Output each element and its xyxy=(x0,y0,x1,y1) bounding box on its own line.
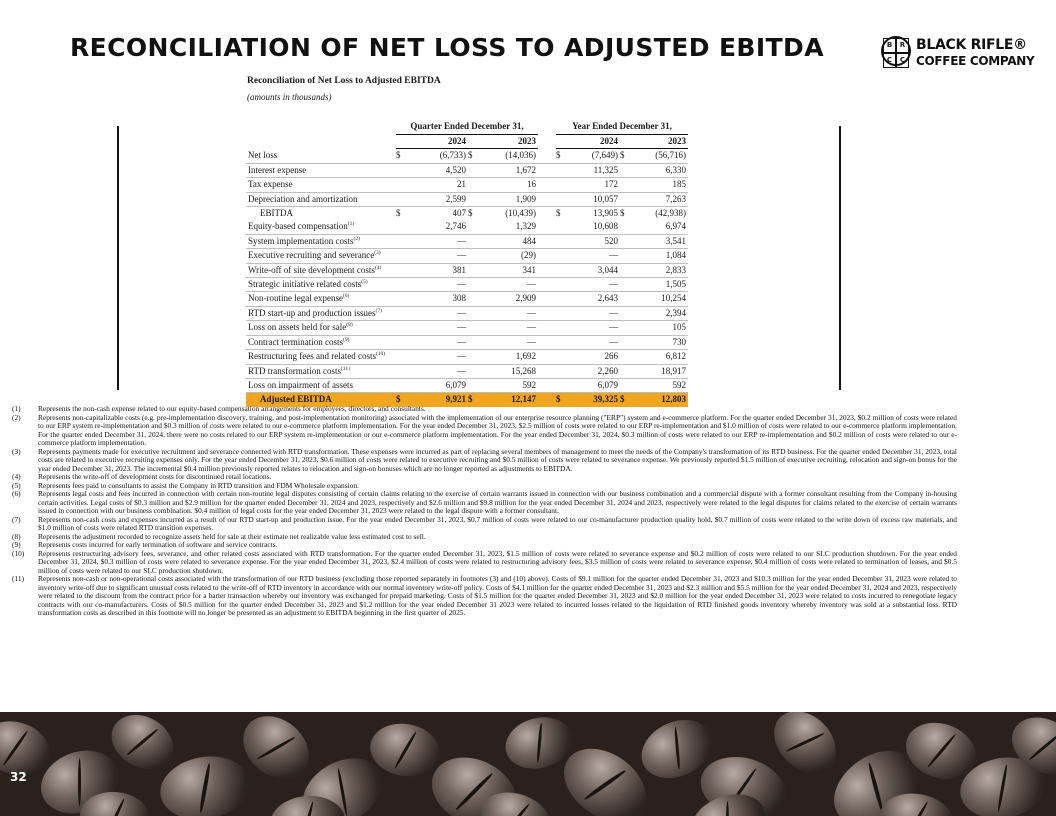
row-label-text: Net loss xyxy=(248,150,278,161)
footnote-number: (2) xyxy=(12,412,21,422)
dollar-sign xyxy=(396,350,404,364)
dollar-sign xyxy=(396,249,404,263)
table-row xyxy=(246,234,688,248)
table-subtitle: (amounts in thousands) xyxy=(247,92,332,102)
table-row xyxy=(246,149,688,163)
footnote-ref: (5) xyxy=(361,279,368,286)
footnote-ref: (7) xyxy=(375,307,382,314)
dollar-sign xyxy=(396,192,404,206)
cell-value: 1,505 xyxy=(628,278,688,292)
row-label xyxy=(246,163,396,177)
dollar-sign: $ xyxy=(556,207,564,221)
cell-value: — xyxy=(404,350,468,364)
dollar-sign xyxy=(468,249,476,263)
cell-value: 6,974 xyxy=(628,220,688,234)
row-label xyxy=(246,292,396,306)
dollar-sign xyxy=(396,234,404,248)
cell-value: — xyxy=(404,234,468,248)
dollar-sign xyxy=(468,292,476,306)
dollar-sign xyxy=(396,278,404,292)
dollar-sign xyxy=(468,364,476,378)
dollar-sign xyxy=(556,306,564,320)
dollar-sign xyxy=(468,278,476,292)
column-gap xyxy=(538,292,556,306)
cell-value: 2,643 xyxy=(564,292,620,306)
footnote-number: (5) xyxy=(12,480,21,490)
year-header: 2024 xyxy=(396,135,468,149)
dollar-sign xyxy=(468,192,476,206)
logo-badge-letter: C xyxy=(896,53,909,68)
column-gap xyxy=(538,178,556,192)
dollar-sign: $ xyxy=(468,149,476,163)
dollar-sign xyxy=(620,192,628,206)
table-title: Reconciliation of Net Loss to Adjusted EBITDA xyxy=(247,76,441,86)
footnote-number: (6) xyxy=(12,489,21,498)
cell-value: 1,672 xyxy=(476,163,538,177)
reconciliation-table xyxy=(246,120,688,407)
row-label xyxy=(246,234,396,248)
dollar-sign xyxy=(620,335,628,349)
dollar-sign xyxy=(556,163,564,177)
dollar-sign xyxy=(468,178,476,192)
cell-value: 18,917 xyxy=(628,364,688,378)
row-label-text: Equity-based compensation xyxy=(248,221,348,232)
footnotes xyxy=(12,405,957,618)
group-header-quarter: Quarter Ended December 31, xyxy=(396,120,538,135)
row-label-text: RTD transformation costs xyxy=(248,365,341,376)
cell-value: 172 xyxy=(564,178,620,192)
cell-value: (6,733) xyxy=(404,149,468,163)
dollar-sign xyxy=(396,335,404,349)
dollar-sign xyxy=(396,292,404,306)
year-header: 2023 xyxy=(468,135,538,149)
cell-value: — xyxy=(404,278,468,292)
footnote xyxy=(12,516,957,533)
dollar-sign xyxy=(556,321,564,335)
column-gap xyxy=(538,149,556,163)
footnote-ref: (8) xyxy=(346,322,353,329)
coffee-bean-banner xyxy=(0,712,1056,816)
cell-value: — xyxy=(476,335,538,349)
dollar-sign: $ xyxy=(468,207,476,221)
table-row xyxy=(246,220,688,234)
cell-value: 407 xyxy=(404,207,468,221)
row-label xyxy=(246,321,396,335)
row-label xyxy=(246,249,396,263)
footnote-text: Represents legal costs and fees incurred in connection with certain non-routine legal disputes consisting of certain claims relating to the exercise of certain warrants issued in connection with our business combination and a commercial dispute with a former consultant resulting from the Company in-housing certain activities. Legal costs of $0.3 million and $2.9 million for the quarter ended December 31, 2024 and 2023, respectively and $2.6 million and $9.8 million for the year ended December 31, 2024 and 2023, respectively were related to the legal disputes for claims related to the exercise of certain warrants issued in connection with our business combination. $0.4 million of legal costs for the year ended December 31, 2023 were related to the legal dispute with a former consultant. xyxy=(38,489,957,515)
cell-value: 1,329 xyxy=(476,220,538,234)
footnote-text: Represents payments made for executive recruitment and severance connected with RTD transformation. These expenses were incurred as part of replacing several members of management to meet the needs of the Company's transformation of its RTD business. For the quarter ended December 31, 2023, total costs are related to executive recruiting expenses only. For the year ended December 31, 2023, $0.6 million of costs were related to executive recruiting and $0.5 million of costs were related to severance expense. We previously reported $1.5 million of executive recruiting, relocation and sign-on bonus for the year ended December 31, 2023. The incremental $0.4 million previously reported relates to relocation and sign-on bonuses which are no longer reported as adjustments to EBITDA. xyxy=(38,446,957,473)
footnote-ref: (3) xyxy=(374,250,381,257)
dollar-sign xyxy=(556,263,564,277)
footnote-number: (7) xyxy=(12,514,21,524)
dollar-sign xyxy=(556,378,564,392)
row-label-text: Depreciation and amortization xyxy=(248,193,358,204)
coffee-bean-icon xyxy=(155,750,254,816)
dollar-sign xyxy=(468,350,476,364)
cell-value: 6,330 xyxy=(628,163,688,177)
row-label xyxy=(246,306,396,320)
cell-value: (42,938) xyxy=(628,207,688,221)
cell-value: 2,833 xyxy=(628,263,688,277)
footnote-number: (1) xyxy=(12,404,21,413)
column-gap xyxy=(538,378,556,392)
dollar-sign: $ xyxy=(396,149,404,163)
footnote-text: Represents non-cash or non-operational costs associated with the transformation of our RTD business (excluding those reported separately in footnotes (3) and (10) above). Costs of $9.1 million for the quarter ended December 31, 2023 and $10.3 million for the year ended December 31, 2023 were related to inventory write-off due to significant unusual costs related to the write-off of RTD inventory in accordance with our normal inventory write-off policy. Costs of $4.1 million for the quarter ended December 31, 2023 and $2.3 million and $5.5 million for the year ended December 31, 2024 and 2023, respectively were related to the discount from the contract price for a barter transaction whereby our inventory was exchanged for prepaid marketing. Costs of $1.5 million for the quarter ended December 31, 2023 and $2.0 million for the year ended December 31, 2023 were related to costs incurred to renegotiate legacy contracts with our co-manufacturers. Costs of $0.5 million for the quarter ended December 31, 2023 and $1.2 million for the year ended December 31 2023 were related to incurred losses related to the liquidation of RTD finished goods inventory whereby inventory was sold at a substantial loss. RTD transformation costs as described in this footnote will no longer be presented as an adjustment to EBITDA beginning in the first quarter of 2025. xyxy=(38,574,957,617)
row-label-text: Adjusted EBITDA xyxy=(260,394,332,405)
footnote xyxy=(12,575,957,618)
column-gap xyxy=(538,321,556,335)
cell-value: 13,905 xyxy=(564,207,620,221)
cell-value: 10,057 xyxy=(564,192,620,206)
dollar-sign: $ xyxy=(396,393,404,407)
cell-value: 592 xyxy=(476,378,538,392)
row-label xyxy=(246,220,396,234)
dollar-sign xyxy=(620,220,628,234)
dollar-sign xyxy=(620,292,628,306)
row-label xyxy=(246,178,396,192)
table-row xyxy=(246,192,688,206)
column-gap xyxy=(538,306,556,320)
dollar-sign xyxy=(396,178,404,192)
cell-value: 592 xyxy=(628,378,688,392)
footnote-number: (9) xyxy=(12,540,21,549)
cell-value: — xyxy=(476,321,538,335)
dollar-sign xyxy=(468,220,476,234)
row-label xyxy=(246,192,396,206)
table-row xyxy=(246,321,688,335)
footnote-number: (4) xyxy=(12,472,21,481)
table-row xyxy=(246,292,688,306)
dollar-sign xyxy=(620,178,628,192)
row-label xyxy=(246,263,396,277)
cell-value: — xyxy=(404,249,468,263)
dollar-sign xyxy=(556,178,564,192)
dollar-sign: $ xyxy=(556,149,564,163)
cell-value: 12,803 xyxy=(628,393,688,407)
cell-value: — xyxy=(476,306,538,320)
cell-value: (29) xyxy=(476,249,538,263)
column-gap xyxy=(538,249,556,263)
row-label-text: EBITDA xyxy=(260,208,293,219)
cell-value: — xyxy=(404,364,468,378)
dollar-sign xyxy=(620,234,628,248)
footnote-text: Represents costs incurred for early termination of software and service contracts. xyxy=(38,540,278,549)
dollar-sign xyxy=(620,378,628,392)
footnote xyxy=(12,550,957,576)
row-label-text: Executive recruiting and severance xyxy=(248,250,375,261)
column-gap xyxy=(538,335,556,349)
row-label-text: Restructuring fees and related costs xyxy=(248,351,376,362)
footnote-ref: (10) xyxy=(375,351,386,358)
logo-wordmark-line1: BLACK RIFLE® xyxy=(916,37,1027,53)
cell-value: — xyxy=(404,335,468,349)
row-label-text: Contract termination costs xyxy=(248,336,343,347)
table-row xyxy=(246,378,688,392)
row-label xyxy=(246,149,396,163)
page-number: 32 xyxy=(10,770,27,784)
cell-value: 1,909 xyxy=(476,192,538,206)
cell-value: — xyxy=(404,321,468,335)
cell-value: 2,260 xyxy=(564,364,620,378)
cell-value: 730 xyxy=(628,335,688,349)
cell-value: 10,254 xyxy=(628,292,688,306)
dollar-sign xyxy=(396,321,404,335)
row-label-text: Write-off of site development costs xyxy=(248,264,375,275)
dollar-sign xyxy=(468,321,476,335)
cell-value: 105 xyxy=(628,321,688,335)
logo-badge-icon xyxy=(881,36,911,66)
dollar-sign xyxy=(396,263,404,277)
row-label-text: Non-routine legal expense xyxy=(248,293,343,304)
dollar-sign xyxy=(556,292,564,306)
dollar-sign xyxy=(620,306,628,320)
footnote-number: (10) xyxy=(12,548,25,558)
dollar-sign: $ xyxy=(620,393,628,407)
table-row xyxy=(246,163,688,177)
logo-badge-letter: R xyxy=(896,38,909,53)
cell-value: 21 xyxy=(404,178,468,192)
year-header: 2023 xyxy=(620,135,688,149)
cell-value: 341 xyxy=(476,263,538,277)
dollar-sign xyxy=(396,378,404,392)
cell-value: 12,147 xyxy=(476,393,538,407)
cell-value: — xyxy=(564,249,620,263)
dollar-sign xyxy=(556,364,564,378)
dollar-sign xyxy=(556,278,564,292)
table-row xyxy=(246,249,688,263)
row-label xyxy=(246,335,396,349)
column-gap xyxy=(538,364,556,378)
footnote-text: Represents the write-off of development costs for discontinued retail locations. xyxy=(38,472,272,481)
group-header-year: Year Ended December 31, xyxy=(556,120,688,135)
dollar-sign xyxy=(396,364,404,378)
dollar-sign xyxy=(620,249,628,263)
left-divider xyxy=(117,126,119,390)
dollar-sign xyxy=(468,234,476,248)
footnote-text: Represents fees paid to consultants to assist the Company in RTD transition and FDM Wholesale expansion. xyxy=(38,480,359,490)
dollar-sign xyxy=(396,220,404,234)
column-gap xyxy=(538,234,556,248)
dollar-sign: $ xyxy=(396,207,404,221)
cell-value: 4,520 xyxy=(404,163,468,177)
year-header: 2024 xyxy=(556,135,620,149)
table-row xyxy=(246,178,688,192)
dollar-sign xyxy=(556,350,564,364)
cell-value: 185 xyxy=(628,178,688,192)
dollar-sign xyxy=(468,306,476,320)
column-gap xyxy=(538,350,556,364)
dollar-sign xyxy=(620,163,628,177)
cell-value: 520 xyxy=(564,234,620,248)
cell-value: — xyxy=(564,335,620,349)
dollar-sign xyxy=(556,234,564,248)
footnote-number: (11) xyxy=(12,574,25,583)
group-header-row xyxy=(246,120,688,135)
row-label xyxy=(246,364,396,378)
cell-value: 6,079 xyxy=(564,378,620,392)
dollar-sign xyxy=(556,335,564,349)
table-row xyxy=(246,364,688,378)
row-label-text: System implementation costs xyxy=(248,235,354,246)
cell-value: 16 xyxy=(476,178,538,192)
cell-value: (14,036) xyxy=(476,149,538,163)
cell-value: 2,394 xyxy=(628,306,688,320)
column-gap xyxy=(538,163,556,177)
cell-value: 2,746 xyxy=(404,220,468,234)
table-row xyxy=(246,306,688,320)
dollar-sign: $ xyxy=(556,393,564,407)
cell-value: 381 xyxy=(404,263,468,277)
cell-value: 9,921 xyxy=(404,393,468,407)
row-label xyxy=(246,207,396,221)
dollar-sign xyxy=(396,163,404,177)
footnote-text: Represents non-capitalizable costs (e.g. pre-implementation discovery, training, and post-implementation monitoring) associated with the implementation of our enterprise resource planning ("ERP") system and e-commerce platform. For the quarter ended December 31, 2023, $0.2 million of costs were related to our ERP system re-implementation and $0.3 million of costs were related to our e-commerce platform implementation. For the year ended December 31, 2023, $2.5 million of costs were related to our ERP re-implementation and $1.0 million of costs were related to our e-commerce platform implementation. For the quarter ended December 31, 2024, there were no costs related to our ERP system re-implementation or our e-commerce platform implementation. For the year ended December 31, 2024, $0.3 million of costs were related to our ERP re-implementation and $0.2 million of costs were related to our e-commerce platform implementation. xyxy=(38,412,957,447)
dollar-sign xyxy=(620,364,628,378)
row-label-text: Tax expense xyxy=(248,179,293,190)
cell-value: 15,268 xyxy=(476,364,538,378)
footnote xyxy=(12,490,957,516)
dollar-sign: $ xyxy=(620,149,628,163)
row-label xyxy=(246,278,396,292)
column-gap xyxy=(538,263,556,277)
footnote-number: (3) xyxy=(12,446,21,456)
table-row xyxy=(246,278,688,292)
column-gap xyxy=(538,192,556,206)
cell-value: 3,541 xyxy=(628,234,688,248)
cell-value: — xyxy=(476,278,538,292)
footnote-ref: (1) xyxy=(347,221,355,228)
cell-value: 266 xyxy=(564,350,620,364)
dollar-sign xyxy=(556,220,564,234)
cell-value: 2,599 xyxy=(404,192,468,206)
dollar-sign: $ xyxy=(468,393,476,407)
row-label-text: Loss on assets held for sale xyxy=(248,322,347,333)
cell-value: 2,909 xyxy=(476,292,538,306)
cell-value: 39,325 xyxy=(564,393,620,407)
column-gap xyxy=(538,207,556,221)
footnote-ref: (11) xyxy=(340,365,350,372)
footnote xyxy=(12,414,957,448)
cell-value: 7,263 xyxy=(628,192,688,206)
dollar-sign: $ xyxy=(620,207,628,221)
cell-value: — xyxy=(404,306,468,320)
footnote-ref: (6) xyxy=(342,293,350,300)
cell-value: — xyxy=(564,321,620,335)
dollar-sign xyxy=(468,335,476,349)
dollar-sign xyxy=(620,278,628,292)
dollar-sign xyxy=(620,350,628,364)
row-label-text: Loss on impairment of assets xyxy=(248,379,353,390)
cell-value: (56,716) xyxy=(628,149,688,163)
dollar-sign xyxy=(620,321,628,335)
column-gap xyxy=(538,278,556,292)
footnote-text: Represents restructuring advisory fees, severance, and other related costs associated with RTD transformation. For the quarter ended December 31, 2023, $1.5 million of costs were related to severance expense and $0.2 million of costs were related to our SLC production shutdown. For the year ended December 31, 2024, $0.3 million of costs were related to severance expense. For the year ended December 31, 2023, $2.4 million of costs were related to restructuring advisory fees, $3.5 million of costs were related to severance expense, $0.4 million of costs were related to termination of leases, and $0.5 million of costs were related to our SLC production shutdown. xyxy=(38,548,957,575)
table-row xyxy=(246,335,688,349)
footnote-ref: (2) xyxy=(353,235,360,242)
logo-wordmark-line2: COFFEE COMPANY xyxy=(916,54,1035,68)
cell-value: — xyxy=(564,278,620,292)
dollar-sign xyxy=(468,263,476,277)
cell-value: 6,812 xyxy=(628,350,688,364)
dollar-sign xyxy=(468,163,476,177)
table-row xyxy=(246,207,688,221)
cell-value: 308 xyxy=(404,292,468,306)
footnote-ref: (9) xyxy=(342,336,350,343)
table-row xyxy=(246,263,688,277)
cell-value: 484 xyxy=(476,234,538,248)
table-row xyxy=(246,350,688,364)
footnote xyxy=(12,448,957,474)
logo-badge-letter: C xyxy=(883,53,896,68)
column-gap xyxy=(538,220,556,234)
dollar-sign xyxy=(396,306,404,320)
footnote-ref: (4) xyxy=(374,264,382,271)
cell-value: (10,439) xyxy=(476,207,538,221)
footnote-number: (8) xyxy=(12,531,21,541)
footnote-text: Represents the adjustment recorded to recognize assets held for sale at their estimate net realizable value less estimated cost to sell. xyxy=(38,531,426,541)
row-label-text: Interest expense xyxy=(248,164,307,175)
cell-value: 1,692 xyxy=(476,350,538,364)
cell-value: 1,084 xyxy=(628,249,688,263)
logo-badge-letter: B xyxy=(883,38,896,53)
dollar-sign xyxy=(468,378,476,392)
dollar-sign xyxy=(556,192,564,206)
company-logo xyxy=(881,36,1041,74)
cell-value: 6,079 xyxy=(404,378,468,392)
row-label xyxy=(246,350,396,364)
dollar-sign xyxy=(620,263,628,277)
row-label xyxy=(246,378,396,392)
cell-value: — xyxy=(564,306,620,320)
row-label-text: RTD start-up and production issues xyxy=(248,307,376,318)
row-label-text: Strategic initiative related costs xyxy=(248,279,362,290)
dollar-sign xyxy=(556,249,564,263)
cell-value: 3,044 xyxy=(564,263,620,277)
cell-value: (7,649) xyxy=(564,149,620,163)
year-header-row xyxy=(246,135,688,149)
footnote-text: Represents the non-cash expense related to our equity-based compensation arrangements for employees, directors, and consultants. xyxy=(38,404,426,413)
cell-value: 10,608 xyxy=(564,220,620,234)
footnote-text: Represents non-cash costs and expenses incurred as a result of our RTD start-up and production issue. For the year ended December 31, 2023, $0.7 million of costs were related to our co-manufacturer production quality hold, $0.7 million of costs were related to the write down of excess raw materials, and $1.0 million of costs were related RTD transition expenses. xyxy=(38,514,957,532)
right-divider xyxy=(839,126,841,390)
slide-title: RECONCILIATION OF NET LOSS TO ADJUSTED EBITDA xyxy=(70,33,824,62)
cell-value: 11,325 xyxy=(564,163,620,177)
